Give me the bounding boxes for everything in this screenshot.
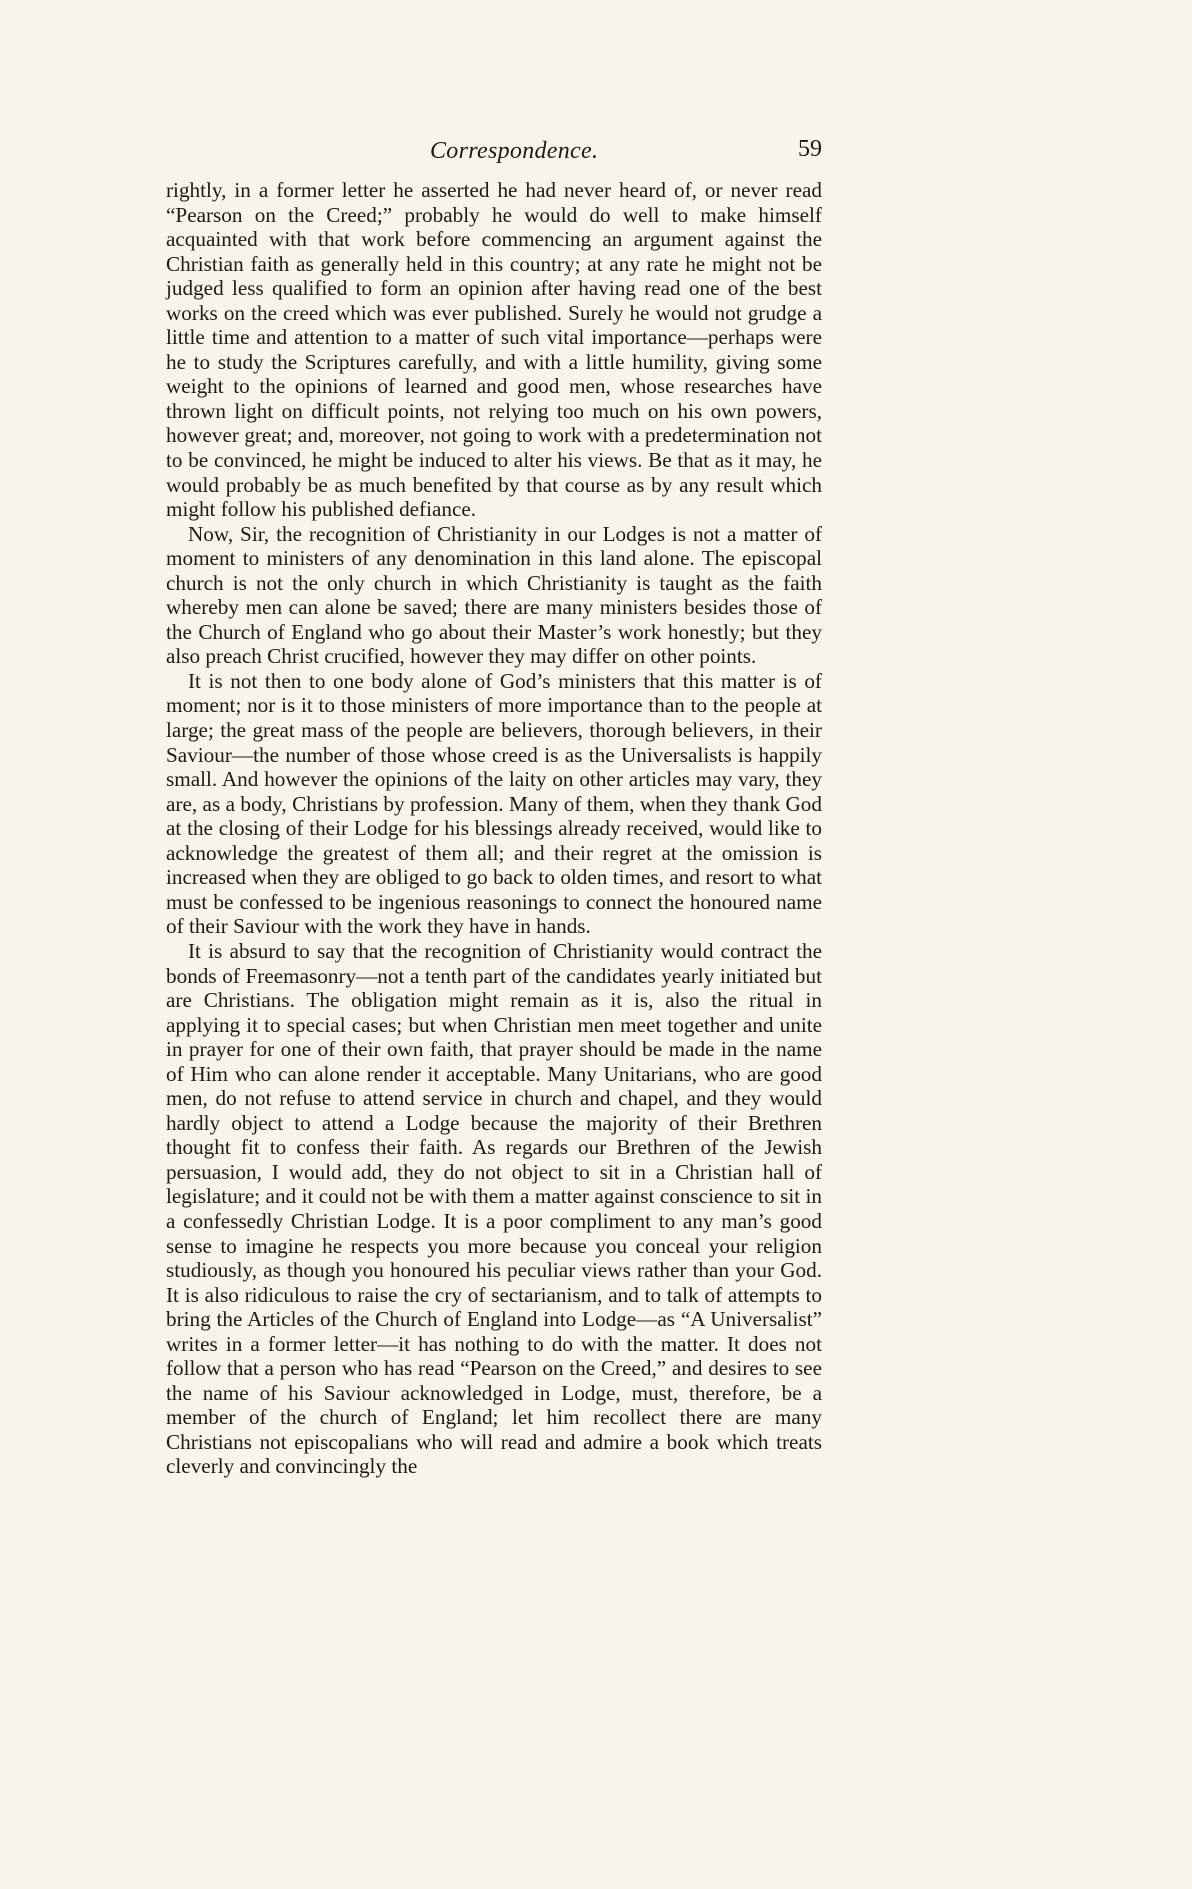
paragraph: Now, Sir, the recognition of Christianity in our Lodges is not a matter of moment to ministers of any denomination in this land alone. The episcopal church is not the only church in which Christianity is taught as the faith whereby men can alone be saved; there are many ministers besides those of the Church of England who go about their Master’s work honestly; but they also preach Christ crucified, however they may differ on other points. <box>166 521 822 669</box>
paragraph: rightly, in a former letter he asserted he had never heard of, or never read “Pearson on the Creed;” probably he would do well to make himself acquainted with that work before commencing an argument against the Christian faith as generally held in this country; at any rate he might not be judged less qualified to form an opinion after having read one of the best works on the creed which was ever published. Surely he would not grudge a little time and attention to a matter of such vital importance—perhaps were he to study the Scriptures carefully, and with a little humility, giving some weight to the opinions of learned and good men, whose researches have thrown light on difficult points, not relying too much on his own powers, however great; and, moreover, not going to work with a predetermination not to be convinced, he might be induced to alter his views. Be that as it may, he would probably be as much benefited by that course as by any result which might follow his published defiance. <box>166 178 822 522</box>
paragraph: It is not then to one body alone of God’s ministers that this matter is of moment; nor is it to those ministers of more importance than to the people at large; the great mass of the people are believers, thorough believers, in their Saviour—the number of those whose creed is as the Universalists is happily small. And however the opinions of the laity on other articles may vary, they are, as a body, Christians by profession. Many of them, when they thank God at the closing of their Lodge for his blessings already received, would like to acknowledge the greatest of them all; and their regret at the omission is increased when they are obliged to go back to olden times, and resort to what must be confessed to be ingenious reasonings to connect the honoured name of their Saviour with the work they have in hands. <box>166 668 822 939</box>
page-number: 59 <box>798 136 822 162</box>
paragraph: It is absurd to say that the recognition of Christianity would contract the bonds of Freemasonry—not a tenth part of the candidates yearly initiated but are Christians. The obligation might remain as it is, also the ritual in applying it to special cases; but when Christian men meet together and unite in prayer for one of their own faith, that prayer should be made in the name of Him who can alone render it acceptable. Many Unitarians, who are good men, do not refuse to attend service in church and chapel, and they would hardly object to attend a Lodge because the majority of their Brethren thought fit to confess their faith. As regards our Brethren of the Jewish persuasion, I would add, they do not object to sit in a Christian hall of legislature; and it could not be with them a matter against conscience to sit in a confessedly Christian Lodge. It is a poor compliment to any man’s good sense to imagine he respects you more because you conceal your religion studiously, as though you honoured his peculiar views rather than your God. It is also ridiculous to raise the cry of sectarianism, and to talk of attempts to bring the Articles of the Church of England into Lodge—as “A Universalist” writes in a former letter—it has nothing to do with the matter. It does not follow that a person who has read “Pearson on the Creed,” and desires to see the name of his Saviour acknowledged in Lodge, must, therefore, be a member of the church of England; let him recollect there are many Christians not episcopalians who will read and admire a book which treats cleverly and convincingly the <box>166 938 822 1479</box>
body-text <box>166 178 822 1479</box>
running-title: Correspondence. <box>430 138 599 164</box>
